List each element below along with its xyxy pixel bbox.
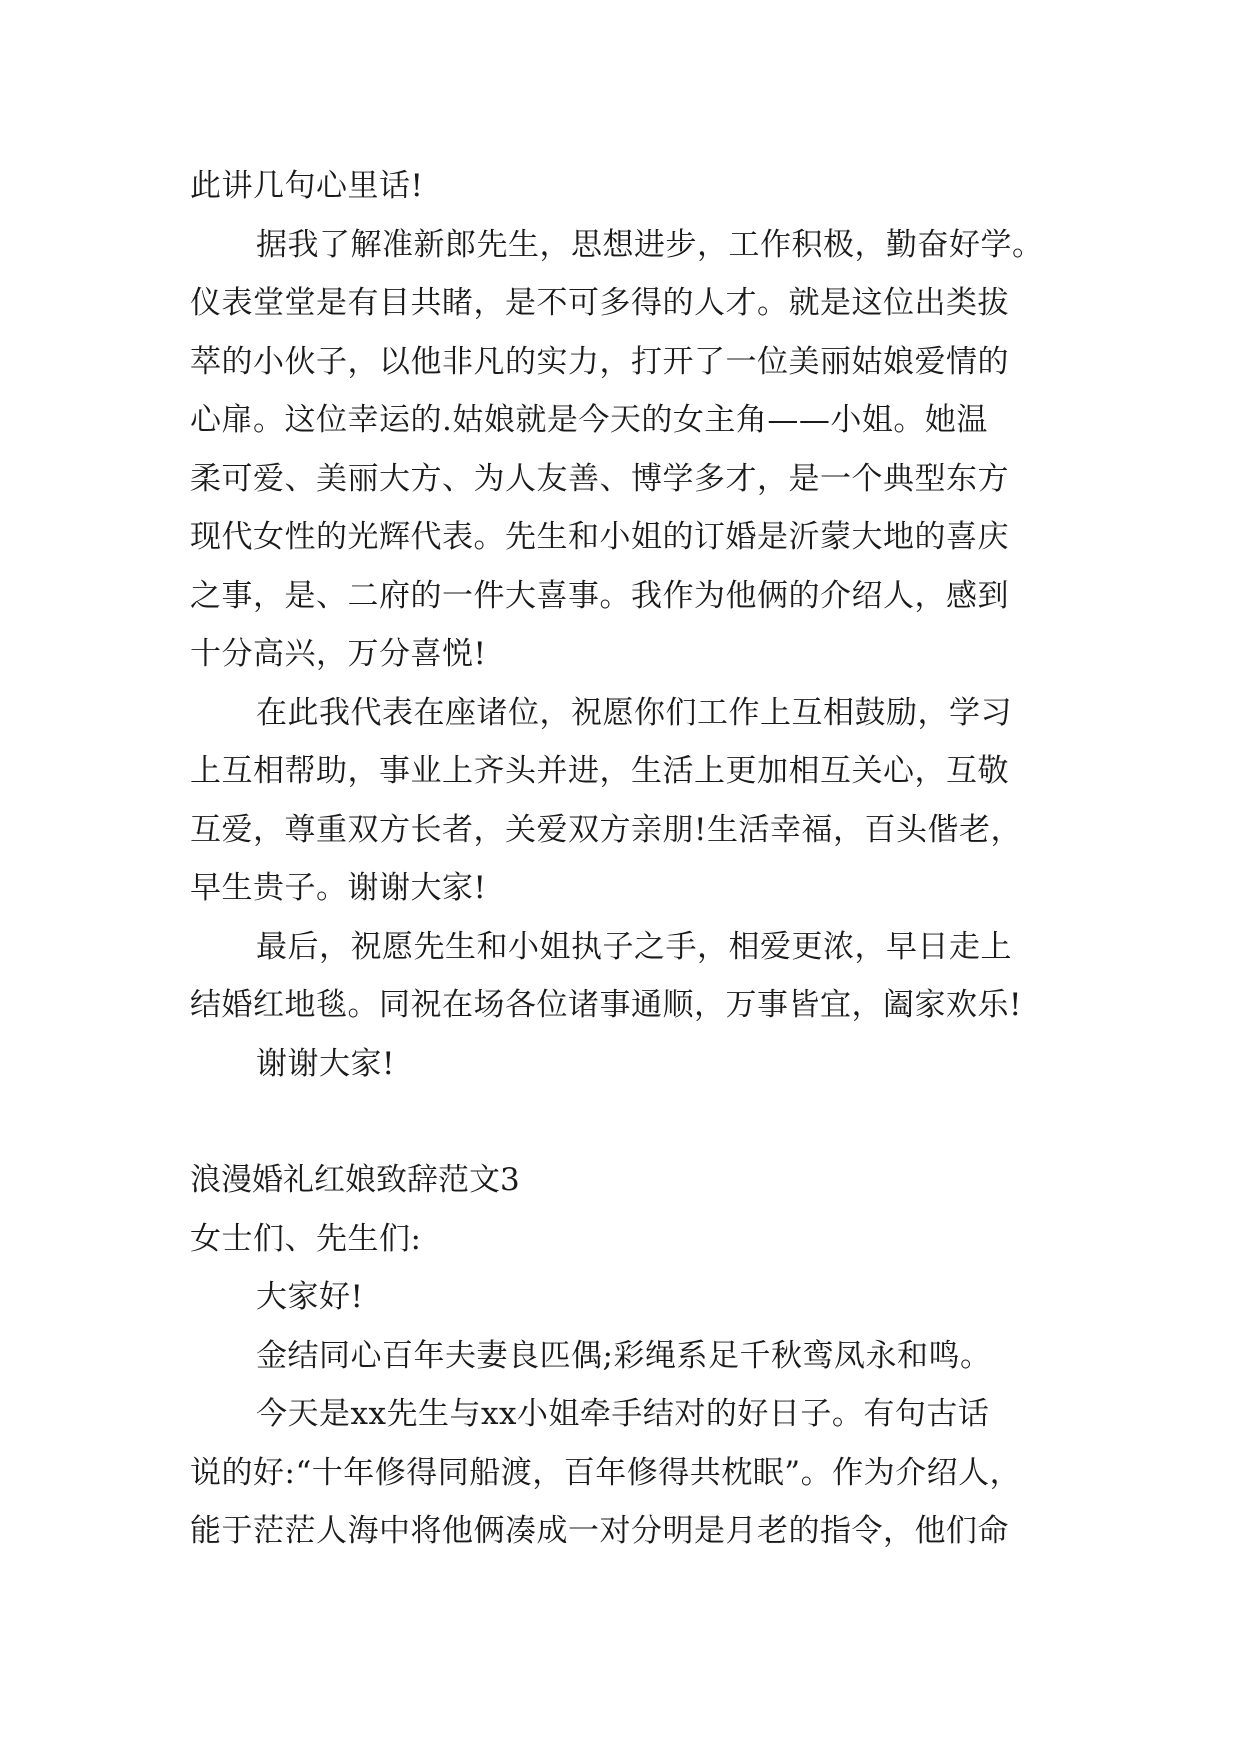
text-line: 据我了解准新郎先生，思想进步，工作积极，勤奋好学。: [256, 226, 1044, 263]
text-line: 现代女性的光辉代表。先生和小姐的订婚是沂蒙大地的喜庆: [190, 519, 1009, 555]
text-line: 互爱，尊重双方长者，关爱双方亲朋!生活幸福，百头偕老，: [190, 811, 1022, 848]
text-line: 之事，是、二府的一件大喜事。我作为他俩的介绍人，感到: [190, 577, 1009, 614]
speech-body-part-2: [190, 157, 1060, 1093]
text-line: 金结同心百年夫妻良匹偶;彩绳系足千秋鸾凤永和鸣。: [256, 1337, 992, 1374]
text-line: 能于茫茫人海中将他俩凑成一对分明是月老的指令，他们命: [190, 1513, 1009, 1549]
speech-body-part-3: [190, 1210, 1060, 1561]
section-title: 浪漫婚礼红娘致辞范文3: [190, 1162, 520, 1198]
text-line: 上互相帮助，事业上齐头并进，生活上更加相互关心，互敬: [190, 753, 1009, 789]
text-line: 仪表堂堂是有目共睹，是不可多得的人才。就是这位出类拔: [190, 285, 1009, 321]
text-line: 十分高兴，万分喜悦!: [190, 636, 487, 672]
text-line: 柔可爱、美丽大方、为人友善、博学多才，是一个典型东方: [190, 460, 1009, 497]
text-line: 结婚红地毯。同祝在场各位诸事通顺，万事皆宜，阖家欢乐!: [190, 987, 1022, 1023]
text-line: 此讲几句心里话!: [190, 168, 424, 204]
text-line: 说的好:“十年修得同船渡，百年修得共枕眠”。作为介绍人，: [190, 1454, 1022, 1491]
document-body: [190, 157, 1060, 1561]
text-line: 大家好!: [256, 1279, 364, 1315]
text-line: 心扉。这位幸运的.姑娘就是今天的女主角——小姐。她温: [190, 402, 988, 438]
text-line: 谢谢大家!: [256, 1045, 395, 1082]
text-line: 在此我代表在座诸位，祝愿你们工作上互相鼓励，学习: [256, 694, 1012, 731]
text-line: 今天是xx先生与xx小姐牵手结对的好日子。有句古话: [256, 1396, 990, 1432]
text-line: 女士们、先生们:: [190, 1220, 422, 1257]
section-gap: [190, 1093, 1060, 1151]
text-line: 最后，祝愿先生和小姐执子之手，相爱更浓，早日走上: [256, 928, 1012, 965]
text-line: 萃的小伙子，以他非凡的实力，打开了一位美丽姑娘爱情的: [190, 343, 1009, 380]
text-line: 早生贵子。谢谢大家!: [190, 870, 487, 906]
